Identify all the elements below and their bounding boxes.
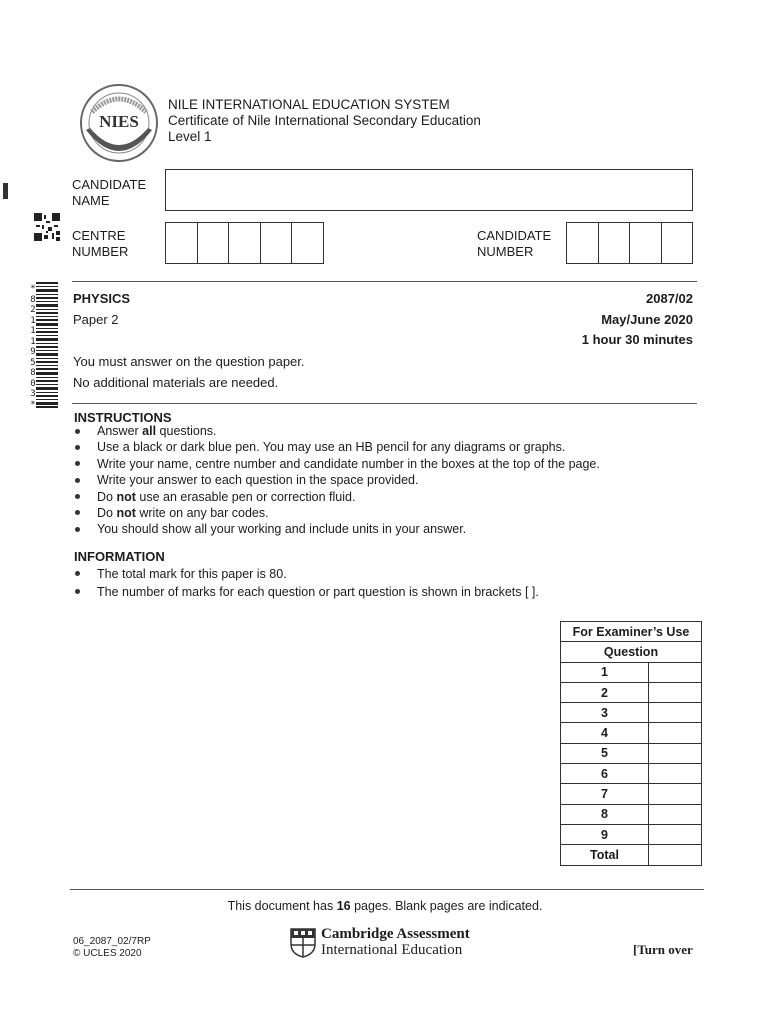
mark-cell[interactable] xyxy=(649,662,702,682)
mark-cell[interactable] xyxy=(649,682,702,702)
question-number: 7 xyxy=(561,784,649,804)
centre-number-cell[interactable] xyxy=(197,223,229,263)
instructions-list xyxy=(74,423,600,538)
cambridge-crest-icon xyxy=(290,928,316,958)
examiner-use-table xyxy=(560,621,702,866)
page-count-text: This document has xyxy=(227,899,337,913)
centre-number-cell[interactable] xyxy=(260,223,292,263)
information-list xyxy=(74,565,539,601)
question-row xyxy=(561,723,702,743)
paper-number: Paper 2 xyxy=(73,312,119,327)
total-label: Total xyxy=(561,845,649,865)
instruction-item: Write your answer to each question in the space provided. xyxy=(74,472,600,488)
page-count-number: 16 xyxy=(336,899,351,913)
question-row xyxy=(561,764,702,784)
information-item: The number of marks for each question or part question is shown in brackets [ ]. xyxy=(74,583,539,601)
mark-cell[interactable] xyxy=(649,824,702,844)
candidate-number-cell[interactable] xyxy=(567,223,598,263)
candidate-number-cell[interactable] xyxy=(661,223,693,263)
information-heading: INFORMATION xyxy=(74,549,165,564)
question-row xyxy=(561,824,702,844)
nies-logo-icon xyxy=(78,82,160,164)
exam-session: May/June 2020 xyxy=(601,312,693,327)
reference-code: 06_2087_02/7RP xyxy=(73,936,151,947)
copyright: © UCLES 2020 xyxy=(73,948,142,959)
instruction-item: Use a black or dark blue pen. You may use an HB pencil for any diagrams or graphs. xyxy=(74,439,600,455)
mark-cell[interactable] xyxy=(649,703,702,723)
information-item: The total mark for this paper is 80. xyxy=(74,565,539,583)
divider xyxy=(72,403,697,404)
instruction-item: You should show all your working and include units in your answer. xyxy=(74,521,600,537)
question-row xyxy=(561,682,702,702)
instruction-item: Do not use an erasable pen or correction fluid. xyxy=(74,489,600,505)
question-number: 9 xyxy=(561,824,649,844)
question-row xyxy=(561,784,702,804)
question-number: 8 xyxy=(561,804,649,824)
paper-code: 2087/02 xyxy=(646,291,693,306)
mark-cell[interactable] xyxy=(649,804,702,824)
barcode-icon xyxy=(36,282,58,408)
centre-number-cell[interactable] xyxy=(291,223,323,263)
candidate-name-field[interactable] xyxy=(165,169,693,211)
level-label: Level 1 xyxy=(168,129,212,144)
brand-name: Cambridge Assessment xyxy=(321,926,470,942)
mark-cell[interactable] xyxy=(649,784,702,804)
brand-subtitle: International Education xyxy=(321,942,463,958)
centre-number-field[interactable] xyxy=(165,222,324,264)
mark-cell[interactable] xyxy=(649,764,702,784)
question-number: 2 xyxy=(561,682,649,702)
exam-duration: 1 hour 30 minutes xyxy=(581,332,693,347)
organisation-name: NILE INTERNATIONAL EDUCATION SYSTEM xyxy=(168,97,450,112)
qr-code-icon xyxy=(34,213,60,241)
question-row xyxy=(561,703,702,723)
mark-cell[interactable] xyxy=(649,723,702,743)
turn-over-label: [Turn over xyxy=(633,942,693,957)
candidate-number-field[interactable] xyxy=(566,222,693,264)
examiner-table-column: Question xyxy=(561,642,702,662)
question-number: 3 xyxy=(561,703,649,723)
divider xyxy=(72,281,697,282)
instruction-item: Answer all questions. xyxy=(74,423,600,439)
certificate-name: Certificate of Nile International Secondary Education xyxy=(168,113,481,128)
centre-number-label: CENTRE NUMBER xyxy=(72,228,129,259)
page-count-text: pages. Blank pages are indicated. xyxy=(350,899,543,913)
question-number: 4 xyxy=(561,723,649,743)
candidate-number-cell[interactable] xyxy=(629,223,661,263)
materials-note: No additional materials are needed. xyxy=(73,375,279,390)
question-number: 5 xyxy=(561,743,649,763)
instruction-item: Write your name, centre number and candidate number in the boxes at the top of the page. xyxy=(74,456,600,472)
candidate-number-label: CANDIDATE NUMBER xyxy=(477,228,552,259)
margin-mark xyxy=(3,183,8,199)
svg-text:NIES: NIES xyxy=(99,112,139,131)
page-count-note xyxy=(0,899,768,913)
mark-cell[interactable] xyxy=(649,743,702,763)
candidate-number-cell[interactable] xyxy=(598,223,630,263)
subject-title: PHYSICS xyxy=(73,291,131,306)
document-reference xyxy=(73,936,151,960)
question-row xyxy=(561,804,702,824)
question-row xyxy=(561,743,702,763)
centre-number-cell[interactable] xyxy=(166,223,197,263)
examiner-table-title: For Examiner’s Use xyxy=(561,622,702,642)
question-row xyxy=(561,662,702,682)
question-number: 6 xyxy=(561,764,649,784)
divider xyxy=(70,889,704,890)
answer-note: You must answer on the question paper. xyxy=(73,354,305,369)
organisation-header xyxy=(168,97,481,145)
barcode-number: * 8 2 1 1 1 9 5 8 0 3 * xyxy=(30,284,36,410)
centre-number-cell[interactable] xyxy=(228,223,260,263)
instruction-item: Do not write on any bar codes. xyxy=(74,505,600,521)
total-row xyxy=(561,845,702,865)
mark-cell[interactable] xyxy=(649,845,702,865)
instructions-heading: INSTRUCTIONS xyxy=(74,410,172,425)
candidate-name-label: CANDIDATE NAME xyxy=(72,177,147,208)
question-number: 1 xyxy=(561,662,649,682)
